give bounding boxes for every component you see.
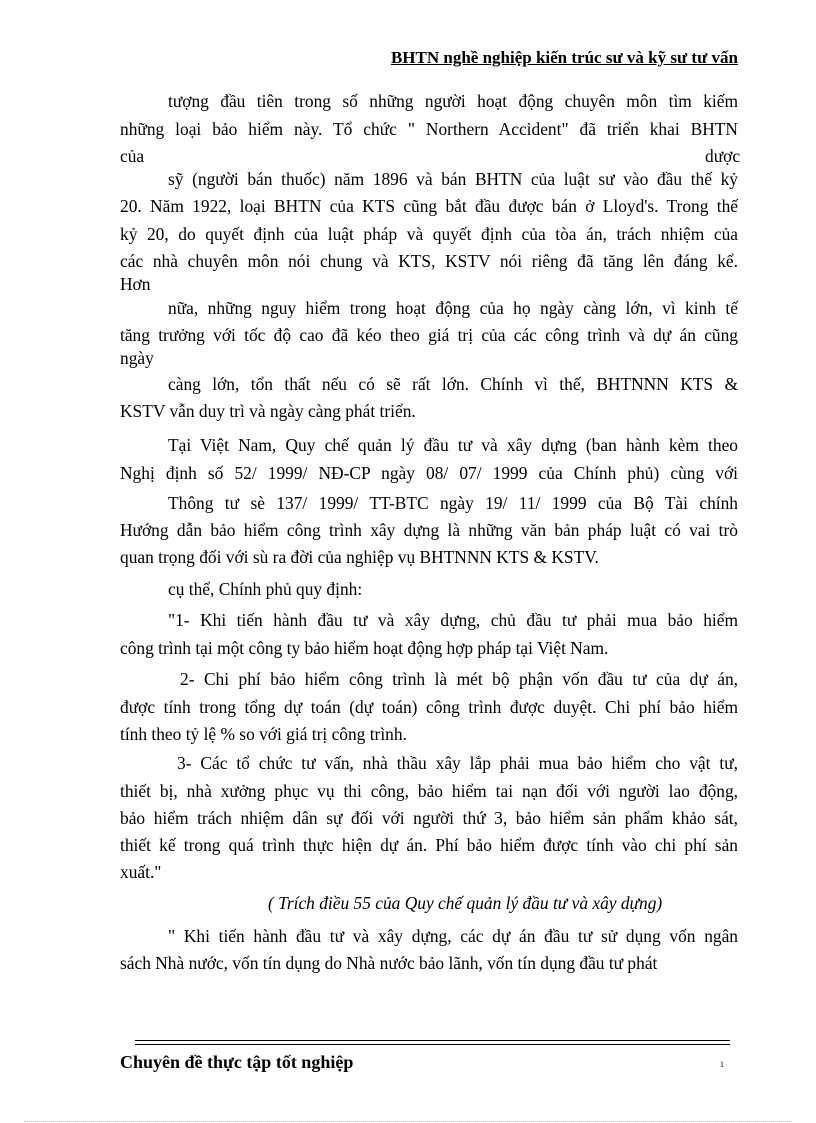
- running-header: BHTN nghề nghiệp kiến trúc sư và kỹ sư tư vấn: [390, 48, 738, 67]
- text-line: Nghị định số 52/ 1999/ NĐ-CP ngày 08/ 07/ 1999 của Chính phủ) cùng với: [120, 463, 738, 483]
- text-line: Hướng dẫn bảo hiểm công trình xây dựng là những văn bản pháp luật có vai trò: [120, 520, 738, 540]
- text-line: ngày: [120, 348, 154, 368]
- page-edge: [24, 1121, 792, 1122]
- text-line: sách Nhà nước, vốn tín dụng do Nhà nước bảo lãnh, vốn tín dụng đầu tư phát: [120, 953, 658, 973]
- text-line: nữa, những nguy hiểm trong hoạt động của họ ngày càng lớn, vì kinh tế: [168, 298, 738, 318]
- text-line: tượng đầu tiên trong số những người hoạt động chuyên môn tìm kiếm: [168, 91, 738, 111]
- text-line: KSTV vẫn duy trì và ngày càng phát triển.: [120, 401, 416, 421]
- text-line: công trình tại một công ty bảo hiểm hoạt động hợp pháp tại Việt Nam.: [120, 638, 609, 658]
- text-line: càng lớn, tổn thất nếu có sẽ rất lớn. Chính vì thế, BHTNNN KTS &: [168, 374, 738, 394]
- text-line: thiết bị, nhà xưởng phục vụ thi công, bảo hiểm tai nạn đối với người lao động,: [120, 781, 738, 801]
- text-line: thiết kế trong quá trình thực hiện dự án. Phí bảo hiểm được tính vào chi phí sản: [120, 835, 738, 855]
- text-line: của: [120, 146, 145, 166]
- text-line: " Khi tiến hành đầu tư và xây dựng, các dự án đầu tư sử dụng vốn ngân: [168, 926, 738, 946]
- text-line: sỹ (người bán thuốc) năm 1896 và bán BHTN của luật sư vào đầu thế kỷ: [168, 169, 738, 189]
- text-line: 3- Các tổ chức tư vấn, nhà thầu xây lắp phải mua bảo hiểm cho vật tư,: [177, 753, 738, 773]
- text-line: được tính trong tổng dự toán (dự toán) công trình được duyệt. Chi phí bảo hiểm: [120, 697, 738, 717]
- text-line: các nhà chuyên môn nói chung và KTS, KSTV nói riêng đã tăng lên đáng kể.: [120, 251, 738, 271]
- text-line: bảo hiểm trách nhiệm dân sự đối với người thứ 3, bảo hiểm sản phẩm khảo sát,: [120, 808, 738, 828]
- text-line: tính theo tỷ lệ % so với giá trị công trình.: [120, 724, 407, 744]
- footer-rule: [135, 1040, 730, 1041]
- text-line: Tại Việt Nam, Quy chế quản lý đầu tư và xây dựng (ban hành kèm theo: [168, 435, 738, 455]
- footer-rule: [135, 1044, 730, 1045]
- text-line: 20. Năm 1922, loại BHTN của KTS cũng bắt đầu được bán ở Lloyd's. Trong thế: [120, 196, 738, 216]
- text-line: "1- Khi tiến hành đầu tư và xây dựng, chủ đầu tư phải mua bảo hiểm: [168, 610, 738, 630]
- text-line: 2- Chi phí bảo hiểm công trình là mét bộ phận vốn đầu tư của dự án,: [180, 669, 738, 689]
- text-line: Thông tư sè 137/ 1999/ TT-BTC ngày 19/ 11/ 1999 của Bộ Tài chính: [168, 493, 738, 513]
- text-line: tăng trưởng với tốc độ cao đã kéo theo giá trị của các công trình và dự án cũng: [120, 325, 738, 345]
- page-number: 1: [720, 1060, 724, 1069]
- text-line: Hơn: [120, 274, 151, 294]
- text-line: xuất.": [120, 862, 162, 882]
- text-line: những loại bảo hiểm này. Tổ chức " Northern Accident" đã triển khai BHTN: [120, 119, 738, 139]
- citation: ( Trích điều 55 của Quy chế quản lý đầu tư và xây dựng): [268, 893, 663, 913]
- footer-title: Chuyên đề thực tập tốt nghiệp: [120, 1052, 354, 1072]
- text-line: kỷ 20, do quyết định của luật pháp và quyết định của tòa án, trách nhiệm của: [120, 224, 738, 244]
- text-line: cụ thể, Chính phủ quy định:: [168, 579, 363, 599]
- text-line: dược: [705, 146, 741, 166]
- text-line: quan trọng đối với sù ra đời của nghiệp vụ BHTNNN KTS & KSTV.: [120, 547, 599, 567]
